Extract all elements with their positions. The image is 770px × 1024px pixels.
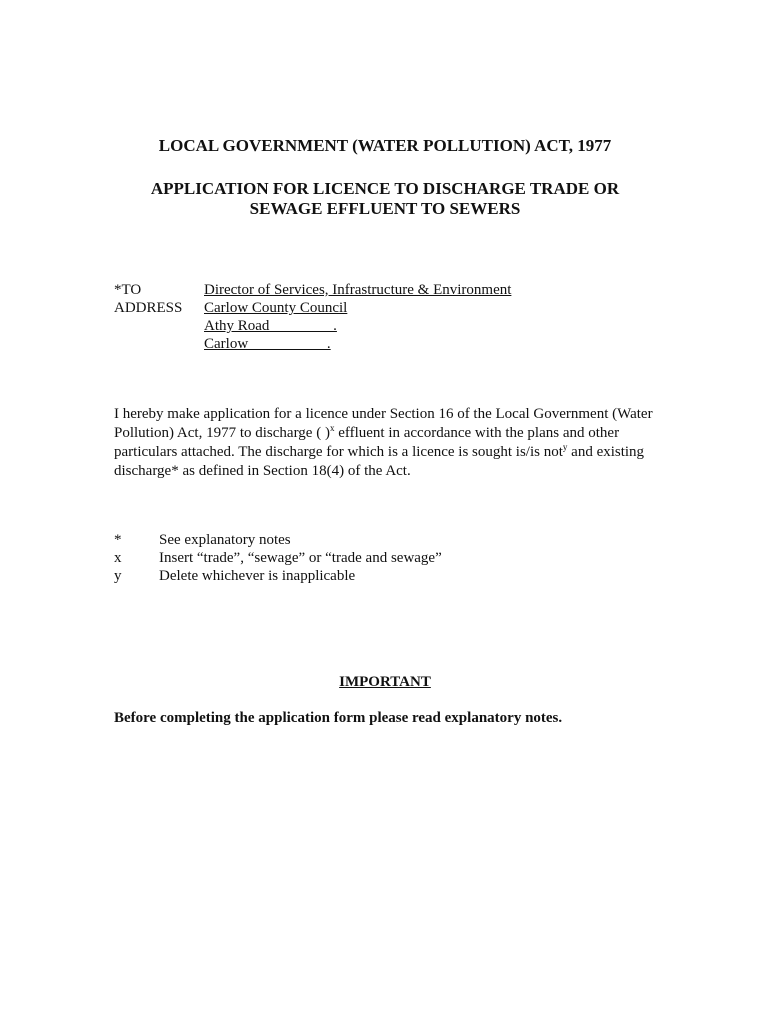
important-instruction: Before completing the application form please read explanatory notes. <box>114 710 563 726</box>
form-title-line2: SEWAGE EFFLUENT TO SEWERS <box>249 199 521 218</box>
address-line-recipient: Director of Services, Infrastructure & Environment <box>204 282 512 298</box>
application-statement <box>114 405 674 481</box>
note-text-y: Delete whichever is inapplicable <box>159 568 356 584</box>
footnote-x-marker: x <box>329 423 335 433</box>
note-mark-x: x <box>114 550 122 566</box>
important-heading: IMPORTANT <box>339 674 431 690</box>
to-label: *TO <box>114 282 142 298</box>
address-line-town: Carlow . <box>204 336 331 352</box>
address-line-road: Athy Road . <box>204 318 337 334</box>
note-mark-asterisk: * <box>114 532 122 548</box>
footnote-y-marker: y <box>562 442 568 452</box>
address-label: ADDRESS <box>114 300 183 316</box>
application-text-part2: effluent in accordance with the plans and other particulars attached. The discharge for which is a licence is sought is/is not <box>114 425 620 460</box>
application-text-part3: and existing discharge* as defined in Section 18(4) of the Act. <box>114 444 645 479</box>
note-text-x: Insert “trade”, “sewage” or “trade and sewage” <box>159 550 442 566</box>
form-title-line1: APPLICATION FOR LICENCE TO DISCHARGE TRADE OR <box>150 179 620 198</box>
address-line-council: Carlow County Council <box>204 300 348 316</box>
act-title: LOCAL GOVERNMENT (WATER POLLUTION) ACT, 1977 <box>158 136 612 155</box>
application-text-part1: I hereby make application for a licence under Section 16 of the Local Government (Water Pollution) Act, 1977 to discharge ( ) <box>114 406 653 441</box>
note-text-asterisk: See explanatory notes <box>159 532 291 548</box>
note-mark-y: y <box>114 568 122 584</box>
